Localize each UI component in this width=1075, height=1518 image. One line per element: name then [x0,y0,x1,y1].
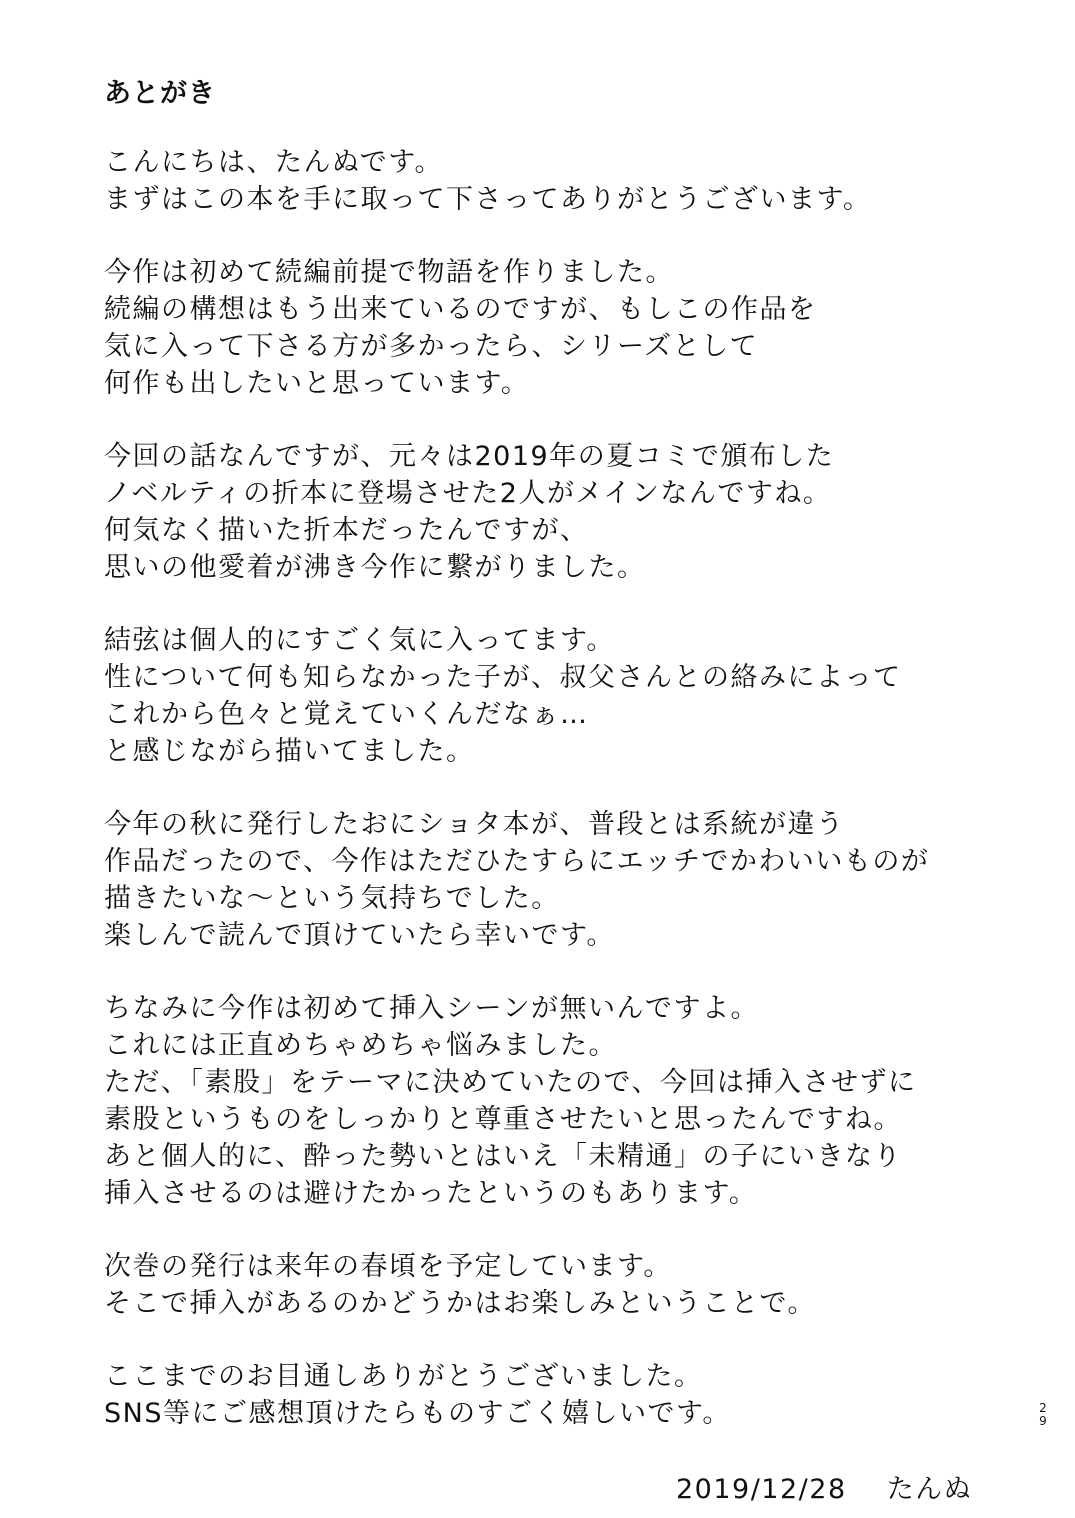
afterword-body [104,144,984,1468]
text-line: 気に入って下さる方が多かったら、シリーズとして [104,331,759,362]
text-line: あと個人的に、酔った勢いとはいえ「未精通」の子にいきなり [104,1141,902,1172]
text-line: 挿入させるのは避けたかったというのもあります。 [104,1178,758,1209]
text-line: ただ、「素股」をテーマに決めていたので、今回は挿入させずに [104,1067,917,1098]
text-line: そこで挿入があるのかどうかはお楽しみということで。 [104,1288,816,1319]
text-line: 今回の話なんですが、元々は2019年の夏コミで頒布した [104,441,835,472]
paragraph-origin [104,438,984,586]
page-title: あとがき [104,78,216,109]
text-line: これには正直めちゃめちゃ悩みました。 [104,1030,617,1061]
paragraph-theme [104,990,984,1212]
page-number: 29 [1039,1401,1047,1428]
signature-author: たんぬ [886,1474,973,1505]
text-line: 次巻の発行は来年の春頃を予定しています。 [104,1251,672,1282]
text-line: 素股というものをしっかりと尊重させたいと思ったんですね。 [104,1104,902,1135]
paragraph-sequel [104,254,984,402]
text-line: これから色々と覚えていくんだなぁ… [104,699,589,730]
paragraph-character [104,622,984,770]
text-line: 作品だったので、今作はただひたすらにエッチでかわいいものが [104,846,930,877]
text-line: ノベルティの折本に登場させた2人がメインなんですね。 [104,478,832,509]
text-line: 性について何も知らなかった子が、叔父さんとの絡みによって [104,662,902,693]
text-line: ここまでのお目通しありがとうございました。 [104,1361,703,1392]
signature-date: 2019/12/28 [676,1474,847,1505]
text-line: SNS等にご感想頂けたらものすごく嬉しいです。 [104,1398,731,1429]
text-line: まずはこの本を手に取って下さってありがとうございます。 [104,184,872,215]
text-line: 楽しんで読んで頂けていたら幸いです。 [104,920,615,951]
signature [676,1470,972,1510]
text-line: 結弦は個人的にすごく気に入ってます。 [104,625,615,656]
text-line: 今年の秋に発行したおにショタ本が、普段とは系統が違う [104,809,845,840]
text-line: 思いの他愛着が沸き今作に繋がりました。 [104,552,646,583]
paragraph-greeting [104,144,984,218]
text-line: こんにちは、たんぬです。 [104,147,444,178]
paragraph-closing [104,1358,984,1432]
paragraph-next-volume [104,1248,984,1322]
text-line: 何気なく描いた折本だったんですが、 [104,515,589,546]
paragraph-motivation [104,806,984,954]
text-line: と感じながら描いてました。 [104,736,475,767]
text-line: 続編の構想はもう出来ているのですが、もしこの作品を [104,294,817,325]
text-line: ちなみに今作は初めて挿入シーンが無いんですよ。 [104,993,759,1024]
text-line: 何作も出したいと思っています。 [104,368,530,399]
text-line: 今作は初めて続編前提で物語を作りました。 [104,257,674,288]
text-line: 描きたいな～という気持ちでした。 [104,883,560,914]
